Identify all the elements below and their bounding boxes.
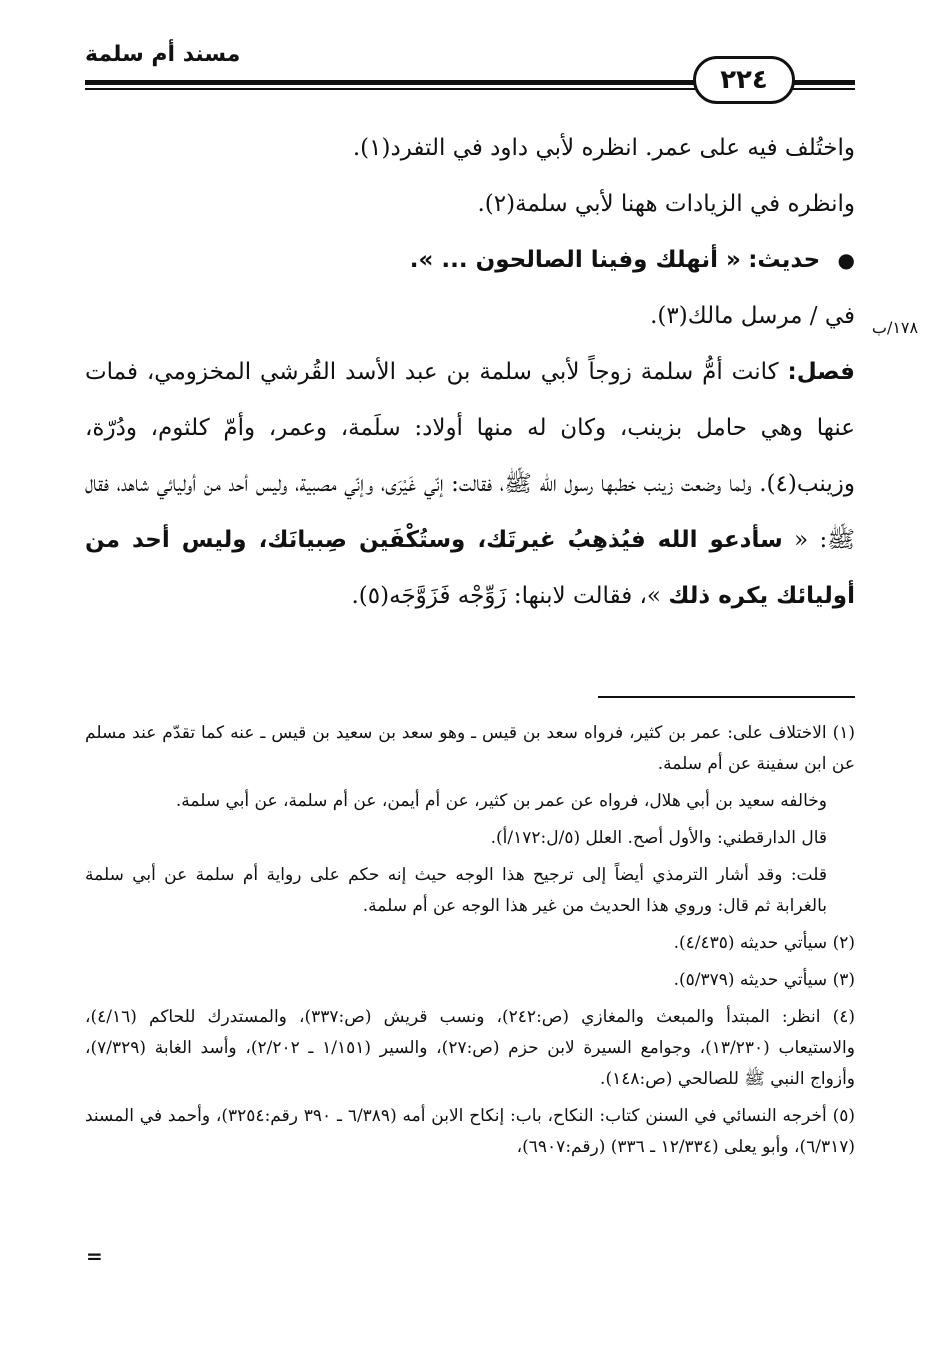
footnotes [85,718,855,1169]
margin-note: ١٧٨/ب [871,318,919,337]
footnote: (١) الاختلاف على: عمر بن كثير، فرواه سعد بن قيس ـ وهو سعد بن سعيد بن قيس ـ عنه كما تقدّم عند مسلم عن ابن سفينة عن أم سلمة. [85,723,855,774]
footnote: (٥) أخرجه النسائي في السنن كتاب: النكاح، باب: إنكاح الابن أمه (٦/٣٨٩ ـ ٣٩٠ رقم:٣٢٥٤)، وأحمد في المسند (٦/٣١٧)، وأبو يعلى (١٢/٣٣٤ ـ ٣٣٦) (رقم:٦٩٠٧)، [85,1106,855,1157]
running-title: مسند أم سلمة [85,42,241,67]
footnote: (٢) سيأتي حديثه (٤/٤٣٥). [673,933,855,953]
prophetic-quote: سأدعو الله فيُذهِبُ غيرتَك، وستُكْفَين صِبيانَك، وليس أحد من أوليائك يكره ذلك [85,527,855,609]
footnote: (٣) سيأتي حديثه (٥/٣٧٩). [673,970,855,990]
continuation-mark: = [86,1244,103,1268]
footnote-continuation: وخالفه سعيد بن أبي هلال، فرواه عن عمر بن كثير، عن أم أيمن، عن أم سلمة، عن أبي سلمة. [175,791,827,811]
hadith-label: حديث: [748,247,821,273]
text-line: واختُلف فيه على عمر. انظره لأبي داود في التفرد(١). [352,135,855,161]
bullet-icon: ● [837,248,855,272]
page-number: ٢٢٤ [693,56,795,104]
fasl-paragraph [85,344,855,624]
text-line: وانظره في الزيادات ههنا لأبي سلمة(٢). [477,191,855,217]
paragraph-text: كانت أمُّ سلمة زوجاً لأبي سلمة بن عبد الأسد القُرشي المخزومي، فمات عنها وهي حامل بزينب، وكان له منها أولاد: سلَمة، وعمر، وأمّ كلثوم، ودُرّة، وزينب(٤). ولما وضعت زينب خطبها رسول الله ﷺ، فقالت: إنّي غَيْرَى، وإنّي مصبية، وليس أحد من أوليائي شاهد، فقال ﷺ: « [85,359,855,553]
hadith-line [85,232,855,288]
main-text [85,120,855,624]
text-line: في / مرسل مالك(٣). [650,303,855,329]
fasl-label: فصل: [787,359,855,385]
page-header [85,38,855,108]
footnote: (٤) انظر: المبتدأ والمبعث والمغازي (ص:٢٤٢)، ونسب قريش (ص:٣٣٧)، والمستدرك للحاكم (٤/١٦)، والاستيعاب (١٣/٢٣٠)، وجوامع السيرة لابن حزم (ص:٢٧)، والسير (١/١٥١ ـ ٢/٢٠٢)، وأسد الغابة (٧/٣٢٩)، وأزواج النبي ﷺ للصالحي (ص:١٤٨). [85,1007,855,1089]
footnote-separator [598,696,855,698]
hadith-text: « أنهلك وفينا الصالحون ... ». [409,247,741,273]
footnote-continuation: قال الدارقطني: والأول أصح. العلل (٥/ل:١٧٢/أ). [490,828,827,848]
paragraph-end: »، فقالت لابنها: زَوِّجْه فَزَوَّجَه(٥). [351,583,662,609]
footnote-continuation: قلت: وقد أشار الترمذي أيضاً إلى ترجيح هذا الوجه حيث إنه حكم على رواية أم سلمة عن أبي سلمة بالغرابة ثم قال: وروي هذا الحديث من غير هذا الوجه عن أم سلمة. [85,865,827,916]
